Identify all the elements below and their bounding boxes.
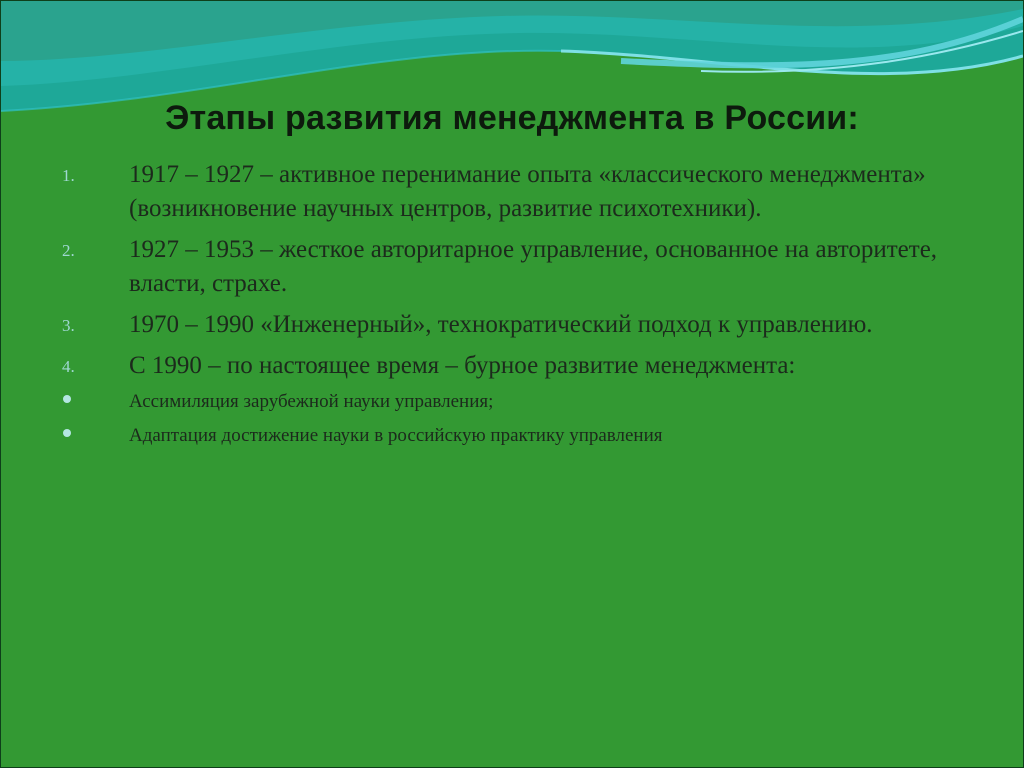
numbered-item xyxy=(1,349,1023,383)
numbered-item xyxy=(1,308,1023,342)
bullet-text: Ассимиляция зарубежной науки управления; xyxy=(129,391,494,412)
item-text: 1927 – 1953 – жесткое авторитарное управление, основанное на авторитете, власти, страхе. xyxy=(129,236,938,297)
item-text: 1917 – 1927 – активное перенимание опыта «классического менеджмента» (возникновение научных центров, развитие психотехники). xyxy=(129,161,926,222)
item-number: 2. xyxy=(62,241,75,260)
bullet-item xyxy=(1,390,1023,414)
item-number: 4. xyxy=(62,357,75,376)
numbered-item xyxy=(1,233,1023,301)
item-text: С 1990 – по настоящее время – бурное развитие менеджмента: xyxy=(129,352,796,379)
numbered-item xyxy=(1,158,1023,226)
bullet-icon xyxy=(63,429,71,437)
bullet-icon xyxy=(63,395,71,403)
item-number: 3. xyxy=(62,316,75,335)
slide-content xyxy=(1,158,1023,458)
slide-title: Этапы развития менеджмента в России: xyxy=(165,99,859,137)
item-text: 1970 – 1990 «Инженерный», технократический подход к управлению. xyxy=(129,311,873,338)
bullet-item xyxy=(1,424,1023,448)
bullet-text: Адаптация достижение науки в российскую практику управления xyxy=(129,425,663,446)
item-number: 1. xyxy=(62,166,75,185)
